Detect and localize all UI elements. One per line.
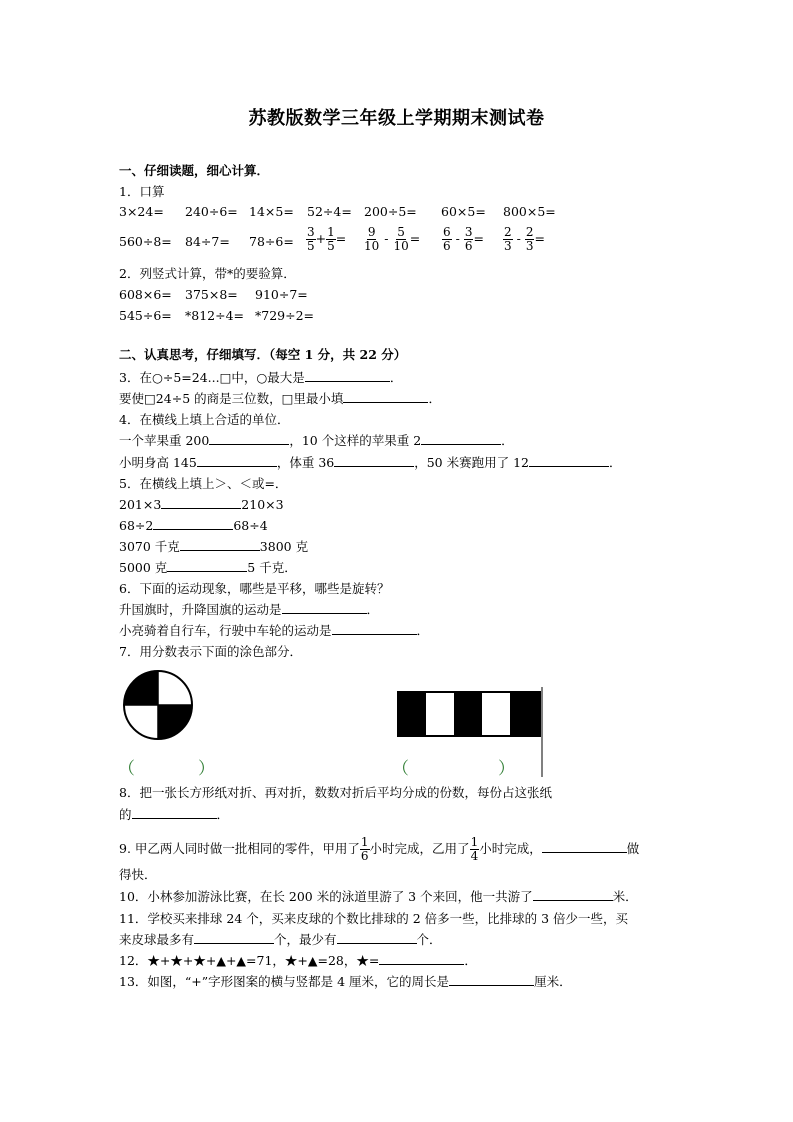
answer-paren-open: （ (118, 759, 135, 779)
numerator: 3 (307, 225, 315, 239)
shaded-segment (454, 692, 482, 736)
denominator: 5 (307, 239, 315, 253)
q1-label: 1．口算 (119, 184, 165, 199)
fraction-expression (306, 226, 346, 253)
calc-item: 545÷6= (119, 308, 172, 323)
q12-text: 12．★+★+★+▲+▲=71，★+▲=28，★= (119, 953, 380, 968)
q6-line-2 (119, 622, 429, 640)
q4-line-2 (119, 454, 622, 472)
numerator: 3 (464, 225, 473, 239)
denominator: 3 (525, 239, 534, 253)
calc-item: 240÷6= (185, 204, 238, 219)
answer-paren-close: ） (198, 759, 215, 779)
answer-blank[interactable] (194, 931, 274, 944)
fraction-expression (503, 226, 545, 253)
answer-blank[interactable] (332, 622, 417, 635)
q6-line-1 (119, 601, 379, 619)
q6-label: 6．下面的运动现象，哪些是平移，哪些是旋转？ (119, 581, 390, 596)
q7-label: 7．用分数表示下面的涂色部分． (119, 644, 302, 659)
operator: - (455, 231, 460, 246)
q10-line (119, 888, 638, 906)
calc-item: 3×24= (119, 204, 164, 219)
period: ． (609, 455, 622, 470)
q5-text: 68÷4 (233, 518, 268, 533)
quartered-circle-figure (121, 668, 195, 742)
equals-sign: = (409, 231, 421, 246)
page-title: 苏教版数学三年级上学期期末测试卷 (248, 108, 545, 129)
answer-blank[interactable] (132, 806, 217, 819)
q13-text: 厘米． (534, 974, 572, 989)
denominator: 3 (504, 239, 512, 253)
calc-item: 60×5= (441, 204, 486, 219)
fraction-expression (442, 226, 484, 253)
fraction (503, 226, 513, 253)
q6-text: 小亮骑着自行车，行驶中车轮的运动是 (119, 623, 332, 638)
q2-label: 2．列竖式计算，带*的要验算． (119, 266, 296, 281)
q11-text: 个． (416, 932, 442, 947)
q4-text: 小明身高 145 (119, 455, 197, 470)
q8-line-1: 8．把一张长方形纸对折、再对折，数数对折后平均分成的份数，每份占这张纸 (119, 785, 552, 800)
answer-blank[interactable] (343, 390, 428, 403)
numerator: 1 (327, 225, 335, 239)
calc-item: 910÷7= (255, 287, 308, 302)
fraction (470, 836, 480, 863)
section-2-heading: 二、认真思考，仔细填写．（每空 1 分，共 22 分） (119, 347, 407, 362)
q3b-text: 要使□24÷5 的商是三位数，□里最小填 (119, 391, 344, 406)
q11-text: 个，最少有 (274, 932, 337, 947)
numerator: 2 (525, 225, 534, 239)
fraction-expression (363, 226, 420, 253)
answer-blank[interactable] (209, 432, 289, 445)
q9-line-1 (119, 836, 639, 863)
q5-text: 3070 千克 (119, 539, 180, 554)
unshaded-segment (482, 692, 510, 736)
fraction (442, 226, 452, 253)
q10-text: 米． (612, 889, 638, 904)
answer-blank[interactable] (449, 973, 534, 986)
period: ． (501, 433, 514, 448)
q5-line-2 (119, 517, 268, 535)
equals-sign: = (473, 231, 484, 246)
q10-text: 10．小林参加游泳比赛，在长 200 米的泳道里游了 3 个来回，他一共游了 (119, 889, 533, 904)
q8-line-2 (119, 806, 229, 824)
period: ． (389, 370, 403, 385)
numerator: 6 (443, 225, 451, 239)
answer-blank[interactable] (337, 931, 417, 944)
answer-paren-open: （ (392, 759, 409, 779)
equals-sign: = (534, 231, 545, 246)
denominator: 10 (364, 239, 380, 253)
q11-text: 来皮球最多有 (119, 932, 195, 947)
period: ． (428, 391, 441, 406)
q5-text: 68÷2 (119, 518, 154, 533)
answer-blank[interactable] (153, 517, 233, 530)
answer-blank[interactable] (529, 454, 609, 467)
calc-item: 560÷8= (119, 234, 172, 249)
calc-item: 200÷5= (364, 204, 417, 219)
q3-line-1 (119, 369, 402, 387)
equals-sign: = (335, 231, 347, 246)
section-1-heading: 一、仔细读题，细心计算． (119, 163, 270, 178)
q4-text: ，10 个这样的苹果重 2 (289, 433, 422, 448)
answer-blank[interactable] (305, 369, 390, 382)
q4-text: ，体重 36 (276, 455, 335, 470)
q3-line-2 (119, 390, 441, 408)
q11-line-2 (119, 931, 442, 949)
answer-blank[interactable] (379, 952, 464, 965)
q5-label: 5．在横线上填上＞、＜或=． (119, 476, 288, 491)
answer-blank[interactable] (334, 454, 414, 467)
denominator: 6 (443, 239, 451, 253)
q9-text: 小时完成，乙用了 (369, 841, 470, 856)
numerator: 1 (470, 835, 479, 849)
shaded-quarter (158, 705, 192, 739)
operator: + (315, 231, 327, 246)
period: ． (464, 953, 477, 968)
q5-line-3 (119, 538, 308, 556)
q5-text: 210×3 (241, 497, 284, 512)
period: ． (216, 807, 230, 822)
answer-paren-close: ） (498, 759, 515, 779)
answer-blank[interactable] (282, 601, 367, 614)
calc-item: 84÷7= (185, 234, 230, 249)
answer-blank[interactable] (421, 432, 501, 445)
answer-blank[interactable] (167, 559, 247, 572)
q9-text: 小时完成， (479, 841, 542, 856)
q9-text: 做 (626, 841, 640, 856)
denominator: 6 (464, 239, 473, 253)
denominator: 10 (393, 239, 409, 253)
calc-item: 78÷6= (249, 234, 294, 249)
calc-item: *812÷4= (185, 308, 245, 323)
answer-blank[interactable] (533, 888, 613, 901)
q9-line-2: 得快． (119, 867, 157, 882)
operator: - (516, 231, 521, 246)
calc-item: 14×5= (249, 204, 294, 219)
shaded-quarter (124, 671, 158, 705)
denominator: 4 (470, 849, 479, 863)
calc-item: 608×6= (119, 287, 172, 302)
fraction (326, 226, 336, 253)
fraction (392, 226, 409, 253)
shaded-segment (398, 692, 426, 736)
shaded-segment (510, 692, 540, 736)
q13-line (119, 973, 572, 991)
fraction (363, 226, 380, 253)
period: ． (366, 602, 380, 617)
answer-blank[interactable] (197, 454, 277, 467)
calc-item: *729÷2= (255, 308, 315, 323)
numerator: 9 (367, 225, 376, 239)
numerator: 1 (360, 835, 369, 849)
calc-item: 52÷4= (307, 204, 352, 219)
q6-text: 升国旗时，升降国旗的运动是 (119, 602, 282, 617)
fraction (306, 226, 316, 253)
answer-blank[interactable] (161, 496, 241, 509)
period: ． (416, 623, 430, 638)
denominator: 6 (360, 849, 369, 863)
calc-item: 800×5= (503, 204, 556, 219)
calc-item: 375×8= (185, 287, 238, 302)
q5-text: 5000 克 (119, 560, 168, 575)
q5-text: 201×3 (119, 497, 162, 512)
operator: - (384, 231, 389, 246)
q5-line-4 (119, 559, 297, 577)
numerator: 5 (397, 225, 405, 239)
answer-blank[interactable] (180, 538, 260, 551)
answer-blank[interactable] (542, 840, 627, 853)
q13-text: 13．如图，“+”字形图案的横与竖都是 4 厘米，它的周长是 (119, 974, 450, 989)
q12-line (119, 952, 477, 970)
fraction (360, 836, 370, 863)
striped-rectangle-figure (396, 687, 546, 777)
q4-line-1 (119, 432, 514, 450)
q5-line-1 (119, 496, 284, 514)
q3a-text: 3．在○÷5=24...□中，○最大是 (119, 370, 305, 385)
unshaded-segment (426, 692, 454, 736)
q4-text: ，50 米赛跑用了 12 (414, 455, 529, 470)
q11-line-1: 11．学校买来排球 24 个，买来皮球的个数比排球的 2 倍多一些，比排球的 3 倍少一些，买 (119, 911, 629, 926)
q9-text: 9. 甲乙两人同时做一批相同的零件，甲用了 (119, 841, 360, 856)
numerator: 2 (504, 225, 512, 239)
q4-text: 一个苹果重 200 (119, 433, 210, 448)
q5-text: 5 千克． (247, 560, 297, 575)
q5-text: 3800 克 (259, 539, 309, 554)
denominator: 5 (327, 239, 335, 253)
q8-text: 的 (119, 807, 132, 822)
q4-label: 4．在横线上填上合适的单位． (119, 412, 290, 427)
